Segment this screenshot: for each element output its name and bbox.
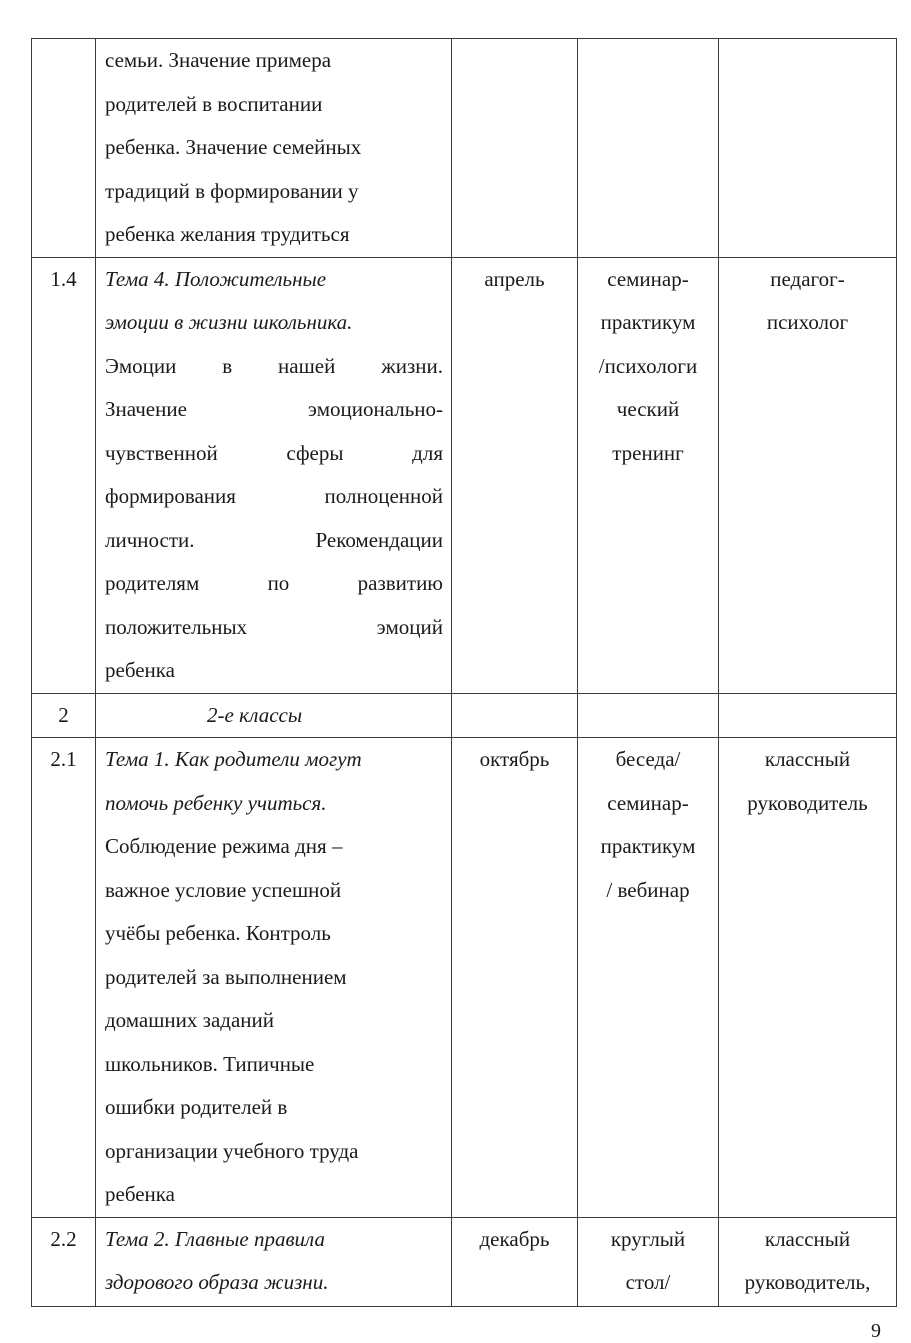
section-title: 2-е классы	[207, 702, 303, 727]
form-line: семинар-	[607, 266, 689, 291]
topic-cell	[96, 1217, 452, 1306]
month-cell: декабрь	[452, 1217, 578, 1306]
responsible-cell	[719, 1217, 897, 1306]
topic-cell	[96, 738, 452, 1218]
section-title-cell	[96, 693, 452, 738]
form-cell	[578, 257, 719, 693]
section-row	[32, 693, 897, 738]
month-cell: октябрь	[452, 738, 578, 1218]
topic-line: формирования полноценной	[105, 484, 443, 508]
topic-cell	[96, 257, 452, 693]
responsible-line: психолог	[766, 310, 849, 334]
row-number: 2.1	[32, 738, 96, 1218]
topic-title: Тема 4. Положительные	[105, 266, 327, 291]
responsible-cell	[719, 738, 897, 1218]
table-row	[32, 39, 897, 258]
form-line: /психологи	[598, 353, 698, 378]
row-number: 1.4	[32, 257, 96, 693]
topic-line: организации учебного труда	[105, 1138, 359, 1163]
month-cell	[452, 39, 578, 258]
responsible-cell	[719, 693, 897, 738]
topic-line: положительных эмоций	[105, 614, 443, 639]
row-number: 2	[32, 693, 96, 738]
topic-line: ребенка. Значение семейных	[105, 135, 362, 159]
topic-title: помочь ребенку учиться.	[105, 790, 327, 815]
responsible-cell	[719, 39, 897, 258]
topic-line: личности. Рекомендации	[105, 527, 443, 552]
topic-line: важное условие успешной	[105, 877, 342, 902]
topic-line: родителям по развитию	[105, 571, 443, 595]
form-cell	[578, 39, 719, 258]
topic-line: ребенка	[105, 658, 175, 682]
form-cell	[578, 693, 719, 738]
topic-line: Эмоции в нашей жизни.	[105, 353, 443, 378]
form-line: / вебинар	[606, 877, 690, 902]
topic-line: родителей в воспитании	[105, 91, 323, 116]
page-number: 9	[871, 1320, 881, 1342]
responsible-cell	[719, 257, 897, 693]
table-row	[32, 1217, 897, 1306]
table-row	[32, 257, 897, 693]
topic-title: здорового образа жизни.	[105, 1270, 329, 1294]
topic-line: Соблюдение режима дня –	[105, 834, 343, 858]
topic-line: ребенка желания трудиться	[105, 222, 350, 246]
topic-line: ошибки родителей в	[105, 1095, 288, 1119]
topic-line: школьников. Типичные	[105, 1051, 315, 1076]
topic-title: Тема 1. Как родители могут	[105, 747, 362, 771]
form-line: ческий	[616, 397, 680, 421]
form-cell	[578, 1217, 719, 1306]
topic-title: эмоции в жизни школьника.	[105, 310, 353, 334]
form-line: практикум	[600, 310, 696, 334]
responsible-line: классный	[764, 1226, 851, 1251]
row-number	[32, 39, 96, 258]
table-row	[32, 738, 897, 1218]
topic-line: родителей за выполнением	[105, 964, 347, 989]
month-cell	[452, 693, 578, 738]
responsible-line: классный	[764, 747, 851, 771]
row-number: 2.2	[32, 1217, 96, 1306]
form-line: тренинг	[612, 440, 684, 465]
topic-line: традиций в формировании у	[105, 178, 359, 203]
topic-cell	[96, 39, 452, 258]
month-cell: апрель	[452, 257, 578, 693]
form-line: стол/	[625, 1270, 671, 1294]
responsible-line: педагог-	[770, 266, 845, 291]
topic-line: домашних заданий	[105, 1008, 274, 1032]
form-line: круглый	[610, 1226, 686, 1251]
topic-line: Значение эмоционально-	[105, 397, 443, 421]
topic-line: ребенка	[105, 1182, 175, 1206]
topic-line: чувственной сферы для	[105, 440, 443, 465]
topic-line: семьи. Значение примера	[105, 48, 332, 72]
topic-line: учёбы ребенка. Контроль	[105, 921, 331, 945]
responsible-line: руководитель	[747, 790, 868, 815]
topic-title: Тема 2. Главные правила	[105, 1226, 325, 1251]
form-line: практикум	[600, 834, 696, 858]
form-cell	[578, 738, 719, 1218]
plan-table	[31, 38, 897, 1307]
form-line: семинар-	[607, 790, 689, 815]
responsible-line: руководитель,	[744, 1270, 871, 1294]
form-line: беседа/	[615, 747, 681, 771]
